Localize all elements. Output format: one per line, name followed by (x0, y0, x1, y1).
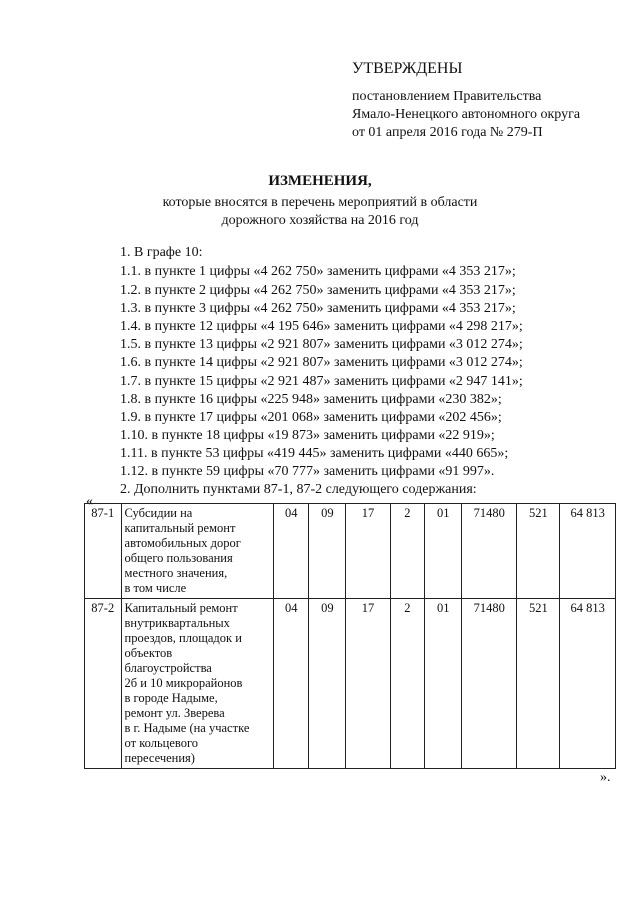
description-line: автомобильных дорог (124, 536, 241, 550)
approved-heading: УТВЕРЖДЕНЫ (352, 60, 463, 77)
list-item: 1.12. в пункте 59 цифры «70 777» заменить цифрами «91 997». (120, 464, 495, 479)
list-item: 1.3. в пункте 3 цифры «4 262 750» заменить цифрами «4 353 217»; (120, 301, 516, 316)
open-quote: « (86, 494, 93, 509)
amount-cell: 64 813 (560, 504, 616, 599)
code-cell: 09 (309, 599, 346, 769)
description-line: благоустройства (124, 661, 212, 675)
approval-line: постановлением Правительства (352, 89, 542, 104)
approval-line: от 01 апреля 2016 года № 279-П (352, 125, 543, 140)
row-number: 87-2 (85, 599, 122, 769)
code-cell: 71480 (462, 599, 517, 769)
code-cell: 521 (517, 504, 560, 599)
close-quote: ». (600, 770, 611, 785)
code-cell: 71480 (462, 504, 517, 599)
list-item: 1.5. в пункте 13 цифры «2 921 807» заменить цифрами «3 012 274»; (120, 337, 523, 352)
document-subtitle: дорожного хозяйства на 2016 год (221, 213, 419, 228)
row-description (121, 599, 274, 769)
list-item: 1.8. в пункте 16 цифры «225 948» заменить цифрами «230 382»; (120, 392, 502, 407)
list-item: 1.4. в пункте 12 цифры «4 195 646» заменить цифрами «4 298 217»; (120, 319, 523, 334)
description-line: пересечения) (124, 751, 195, 765)
list-item: 1.7. в пункте 15 цифры «2 921 487» заменить цифрами «2 947 141»; (120, 374, 523, 389)
row-description (121, 504, 274, 599)
list-item: 1.9. в пункте 17 цифры «201 068» заменить цифрами «202 456»; (120, 410, 502, 425)
document-subtitle: которые вносятся в перечень мероприятий в области (162, 195, 478, 210)
list-item: 1.6. в пункте 14 цифры «2 921 807» заменить цифрами «3 012 274»; (120, 355, 523, 370)
code-cell: 01 (425, 504, 462, 599)
description-line: ремонт ул. Зверева (124, 706, 225, 720)
description-line: в городе Надыме, (124, 691, 218, 705)
approval-line: Ямало-Ненецкого автономного округа (352, 107, 581, 122)
code-cell: 2 (390, 599, 425, 769)
amount-cell: 64 813 (560, 599, 616, 769)
row-number: 87-1 (85, 504, 122, 599)
description-line: общего пользования (124, 551, 233, 565)
list-item: 1. В графе 10: (120, 245, 203, 260)
description-line: от кольцевого (124, 736, 199, 750)
description-line: проездов, площадок и (124, 631, 242, 645)
list-item: 1.2. в пункте 2 цифры «4 262 750» заменить цифрами «4 353 217»; (120, 283, 516, 298)
description-line: внутриквартальных (124, 616, 230, 630)
description-line: местного значения, (124, 566, 228, 580)
code-cell: 17 (346, 504, 390, 599)
code-cell: 04 (274, 599, 309, 769)
list-item: 2. Дополнить пунктами 87-1, 87-2 следующего содержания: (120, 482, 477, 497)
code-cell: 2 (390, 504, 425, 599)
list-item: 1.10. в пункте 18 цифры «19 873» заменить цифрами «22 919»; (120, 428, 495, 443)
list-item: 1.1. в пункте 1 цифры «4 262 750» заменить цифрами «4 353 217»; (120, 264, 516, 279)
description-line: Субсидии на (124, 506, 193, 520)
table-row (85, 504, 616, 599)
description-line: в г. Надыме (на участке (124, 721, 250, 735)
description-line: 2б и 10 микрорайонов (124, 676, 243, 690)
insert-table (84, 503, 616, 769)
description-line: Капитальный ремонт (124, 601, 238, 615)
code-cell: 04 (274, 504, 309, 599)
description-line: в том числе (124, 581, 187, 595)
code-cell: 09 (309, 504, 346, 599)
description-line: капитальный ремонт (124, 521, 236, 535)
list-item: 1.11. в пункте 53 цифры «419 445» заменить цифрами «440 665»; (120, 446, 509, 461)
document-title: ИЗМЕНЕНИЯ, (268, 173, 372, 189)
table-row (85, 599, 616, 769)
code-cell: 521 (517, 599, 560, 769)
code-cell: 01 (425, 599, 462, 769)
code-cell: 17 (346, 599, 390, 769)
description-line: объектов (124, 646, 173, 660)
